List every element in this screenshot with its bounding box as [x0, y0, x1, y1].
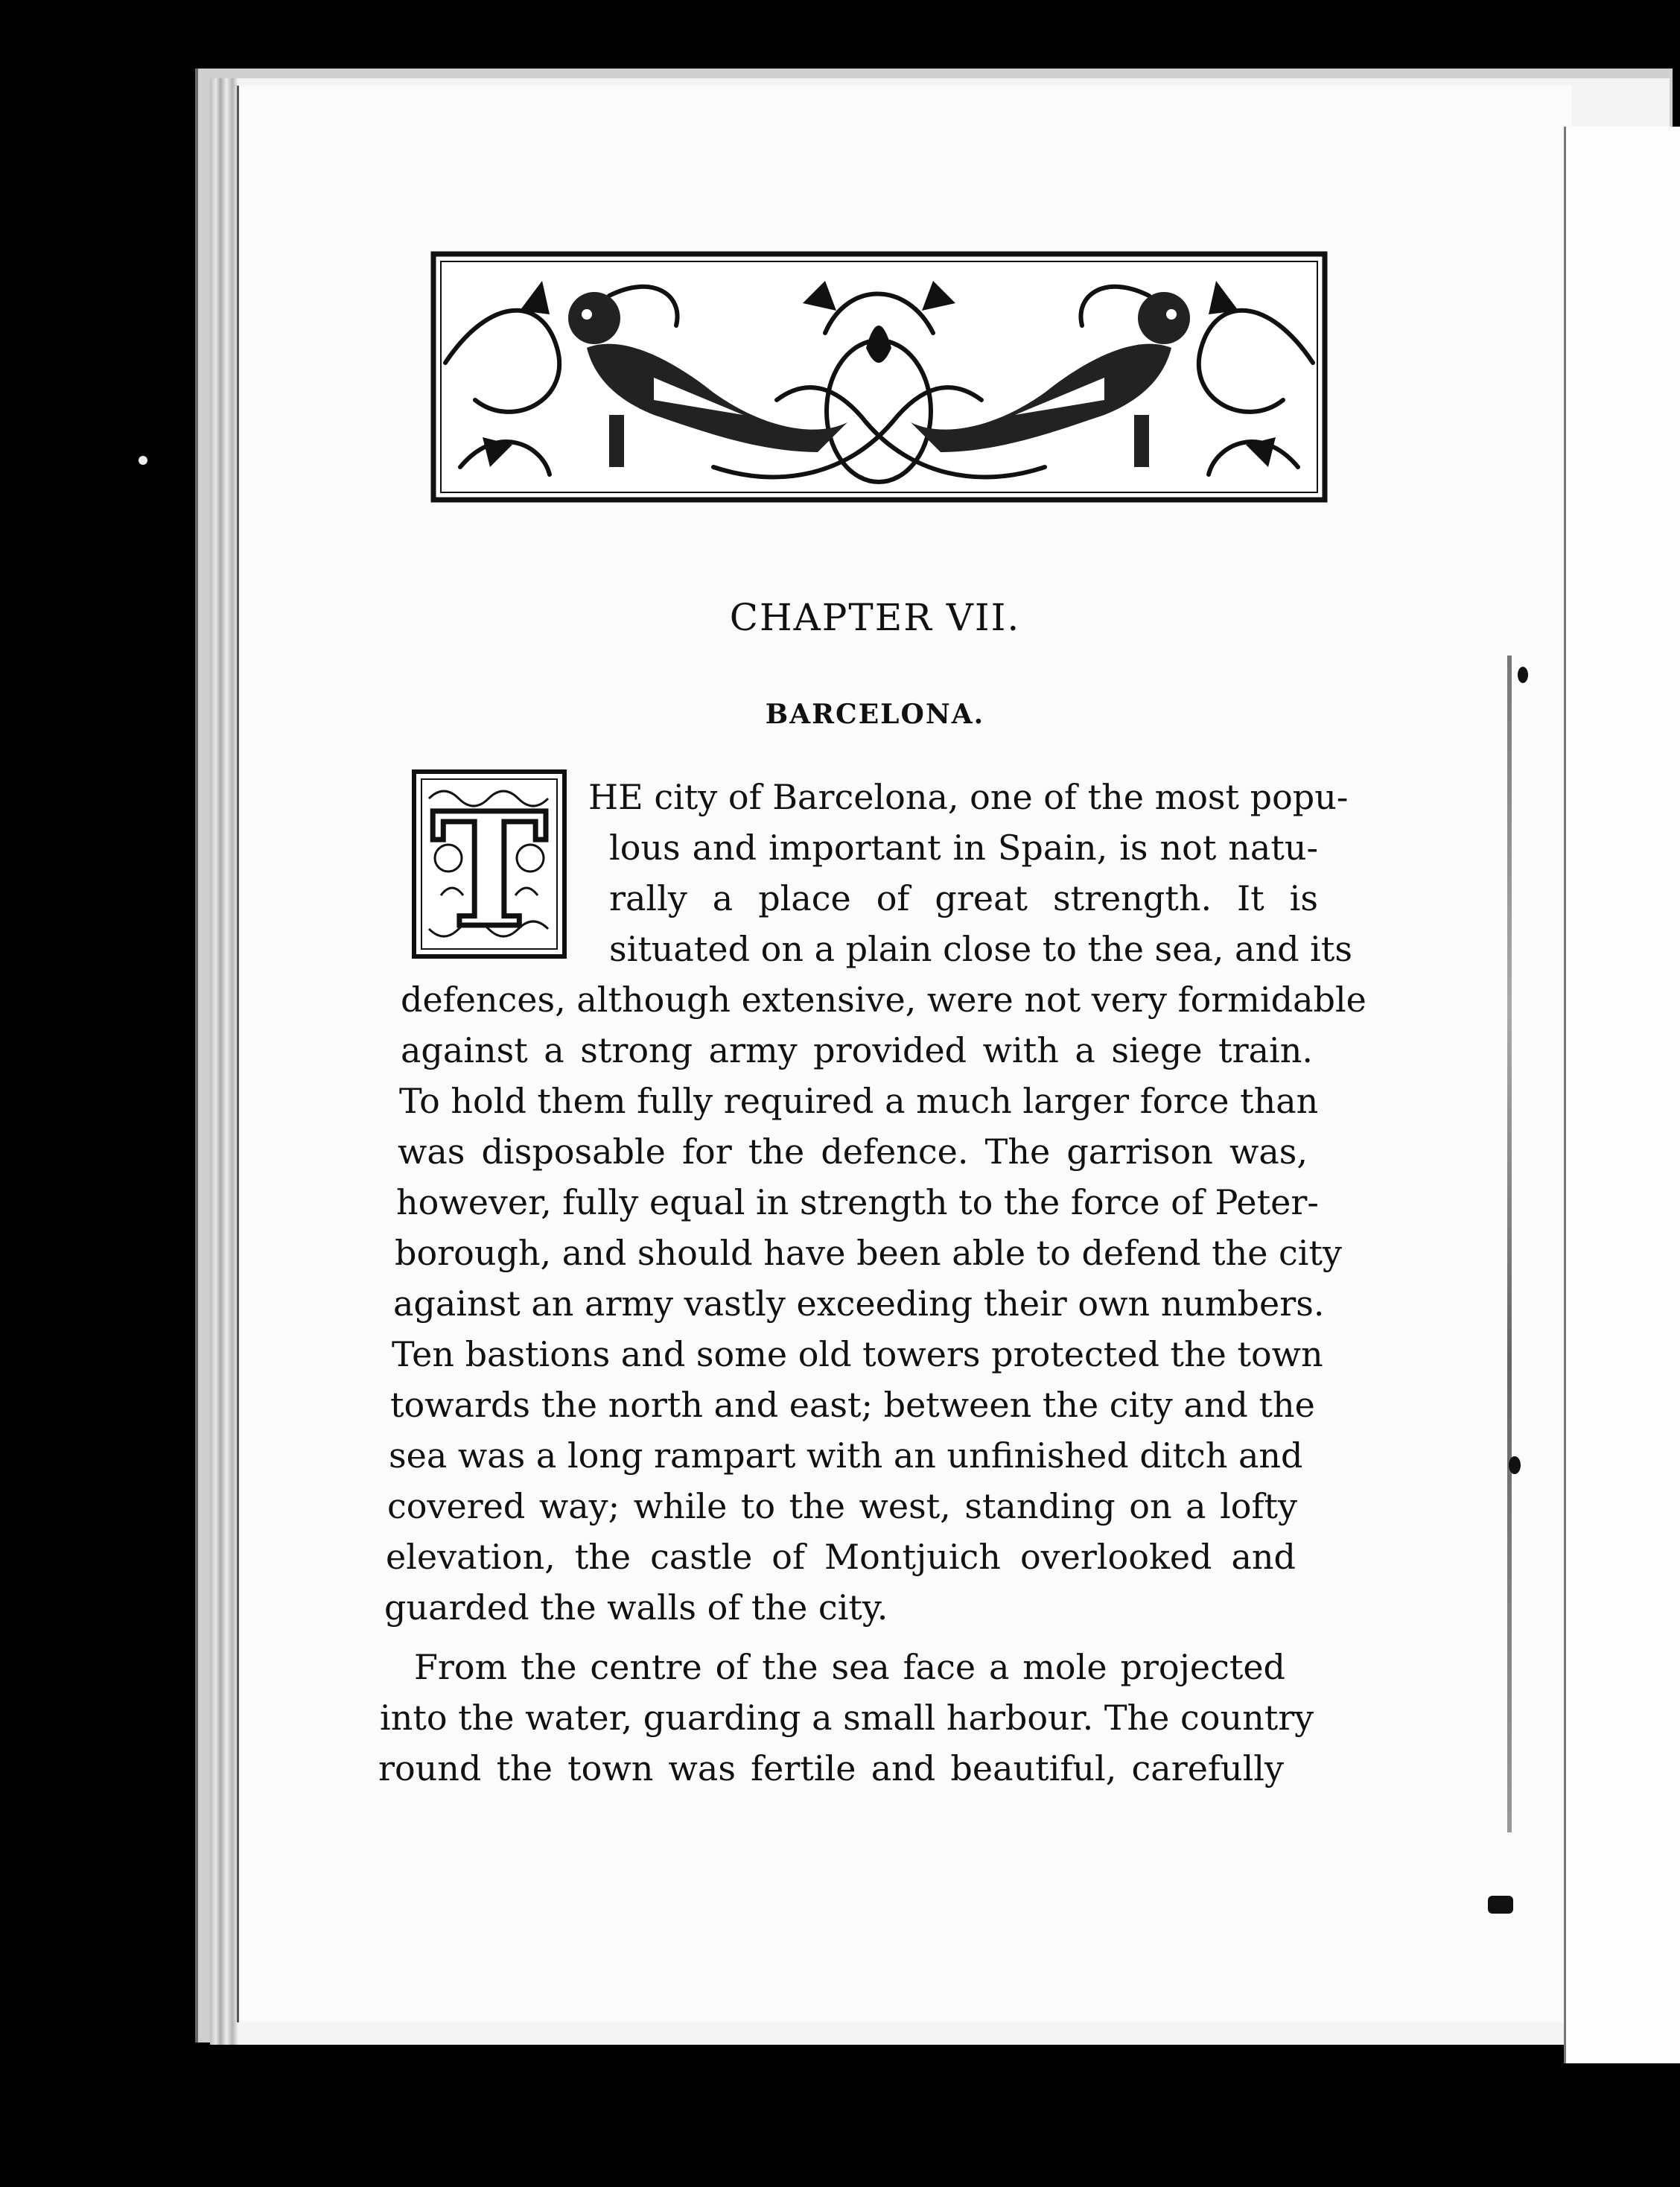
text-line: against a strong army provided with a siege train. — [401, 1030, 1313, 1070]
text-line: To hold them fully required a much larger force than — [399, 1081, 1319, 1121]
binding-hole — [1509, 1456, 1521, 1474]
binding-stitch — [1507, 656, 1512, 1832]
drop-cap-letter: T — [430, 778, 548, 959]
text-line: situated on a plain close to the sea, and its — [609, 929, 1352, 969]
scan-speck — [139, 456, 147, 465]
text-line: HE city of Barcelona, one of the most popu- — [588, 777, 1349, 817]
chapter-subtitle: BARCELONA. — [765, 699, 985, 730]
text-line: lous and important in Spain, is not natu- — [609, 828, 1318, 868]
text-line: was disposable for the defence. The garrison was, — [398, 1131, 1308, 1172]
text-line: borough, and should have been able to defend the city — [395, 1233, 1342, 1273]
headpiece-dragons-icon — [430, 251, 1328, 503]
text-line: defences, although extensive, were not very formidable — [401, 980, 1366, 1020]
binding-hole — [1518, 667, 1528, 683]
text-line: against an army vastly exceeding their own numbers. — [393, 1283, 1325, 1324]
text-line: rally a place of great strength. It is — [609, 878, 1318, 918]
text-line: towards the north and east; between the city and the — [390, 1385, 1315, 1425]
text-line: round the town was fertile and beautiful, carefully — [378, 1748, 1284, 1788]
text-line: From the centre of the sea face a mole projected — [414, 1647, 1285, 1687]
text-line: covered way; while to the west, standing on a lofty — [387, 1486, 1297, 1526]
text-line: elevation, the castle of Montjuich overlooked and — [386, 1537, 1296, 1577]
drop-cap-ornament — [411, 769, 567, 959]
text-line: sea was a long rampart with an unfinished ditch and — [389, 1435, 1303, 1476]
text-line: guarded the walls of the city. — [384, 1587, 888, 1628]
facing-page-edge — [1564, 127, 1680, 2063]
text-line: however, fully equal in strength to the force of Peter- — [396, 1182, 1319, 1222]
binding-hole — [1488, 1896, 1513, 1914]
text-line: into the water, guarding a small harbour. The country — [380, 1698, 1314, 1738]
text-line: Ten bastions and some old towers protected the town — [392, 1334, 1323, 1374]
chapter-title: CHAPTER VII. — [729, 596, 1021, 639]
